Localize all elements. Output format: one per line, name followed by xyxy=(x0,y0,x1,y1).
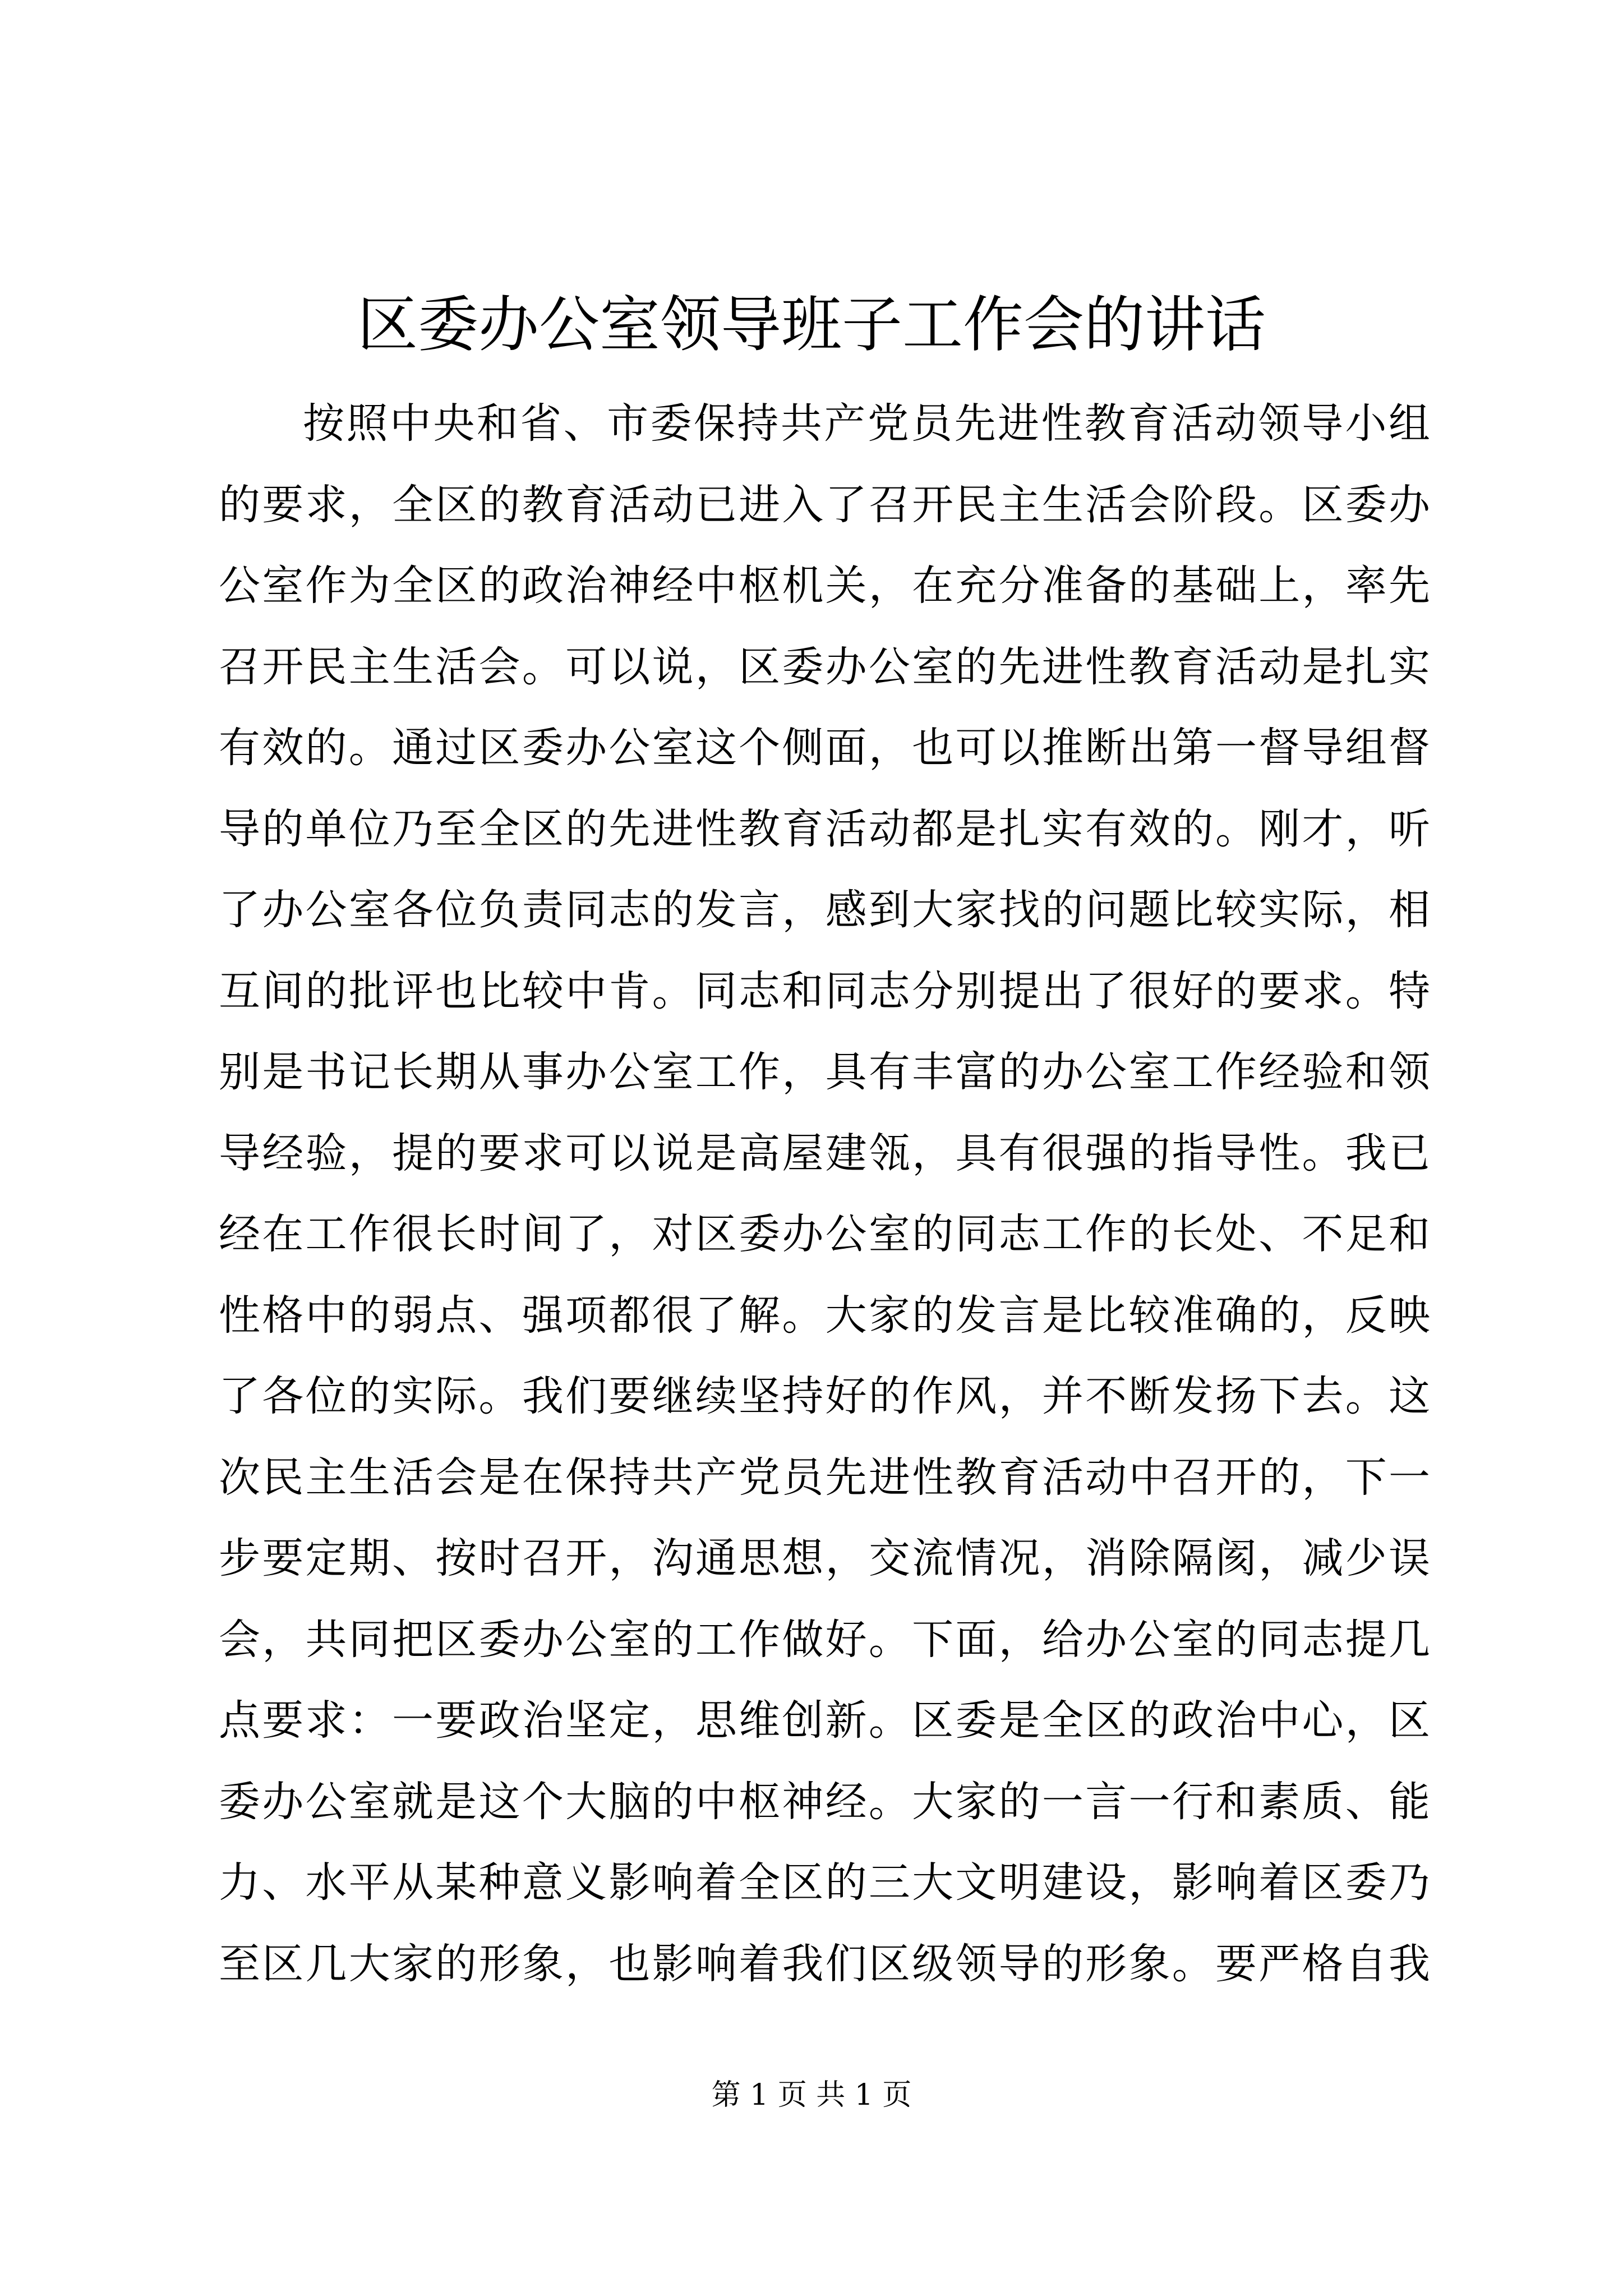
body-line: 别是书记长期从事办公室工作，具有丰富的办公室工作经验和领 xyxy=(219,1048,1430,1096)
body-line: 至区几大家的形象，也影响着我们区级领导的形象。要严格自我 xyxy=(219,1939,1430,1988)
body-line: 有效的。通过区委办公室这个侧面，也可以推断出第一督导组督 xyxy=(219,724,1430,772)
body-line: 互间的批评也比较中肯。同志和同志分别提出了很好的要求。特 xyxy=(219,967,1430,1015)
body-line: 公室作为全区的政治神经中枢机关，在充分准备的基础上，率先 xyxy=(219,562,1430,610)
body-line: 经在工作很长时间了，对区委办公室的同志工作的长处、不足和 xyxy=(219,1210,1430,1258)
body-line: 召开民主生活会。可以说，区委办公室的先进性教育活动是扎实 xyxy=(219,642,1430,691)
body-line: 委办公室就是这个大脑的中枢神经。大家的一言一行和素质、能 xyxy=(219,1777,1430,1826)
body-line: 次民主生活会是在保持共产党员先进性教育活动中召开的，下一 xyxy=(219,1453,1430,1502)
body-line: 了办公室各位负责同志的发言，感到大家找的问题比较实际，相 xyxy=(219,886,1430,934)
body-line: 导经验，提的要求可以说是高屋建瓴，具有很强的指导性。我已 xyxy=(219,1129,1430,1177)
body-line: 按照中央和省、市委保持共产党员先进性教育活动领导小组 xyxy=(303,399,1430,448)
body-line: 了各位的实际。我们要继续坚持好的作风，并不断发扬下去。这 xyxy=(219,1372,1430,1420)
body-line: 点要求：一要政治坚定，思维创新。区委是全区的政治中心，区 xyxy=(219,1696,1430,1745)
document-title: 区委办公室领导班子工作会的讲话 xyxy=(357,290,1266,360)
body-line: 力、水平从某种意义影响着全区的三大文明建设，影响着区委乃 xyxy=(219,1858,1430,1907)
body-line: 导的单位乃至全区的先进性教育活动都是扎实有效的。刚才，听 xyxy=(219,804,1430,853)
page-footer: 第 1 页 共 1 页 xyxy=(711,2078,912,2112)
body-line: 会，共同把区委办公室的工作做好。下面，给办公室的同志提几 xyxy=(219,1615,1430,1664)
body-line: 性格中的弱点、强项都很了解。大家的发言是比较准确的，反映 xyxy=(219,1291,1430,1340)
document-body xyxy=(219,383,1430,2004)
body-line: 的要求，全区的教育活动已进入了召开民主生活会阶段。区委办 xyxy=(219,480,1430,529)
body-line: 步要定期、按时召开，沟通思想，交流情况，消除隔阂，减少误 xyxy=(219,1534,1430,1582)
